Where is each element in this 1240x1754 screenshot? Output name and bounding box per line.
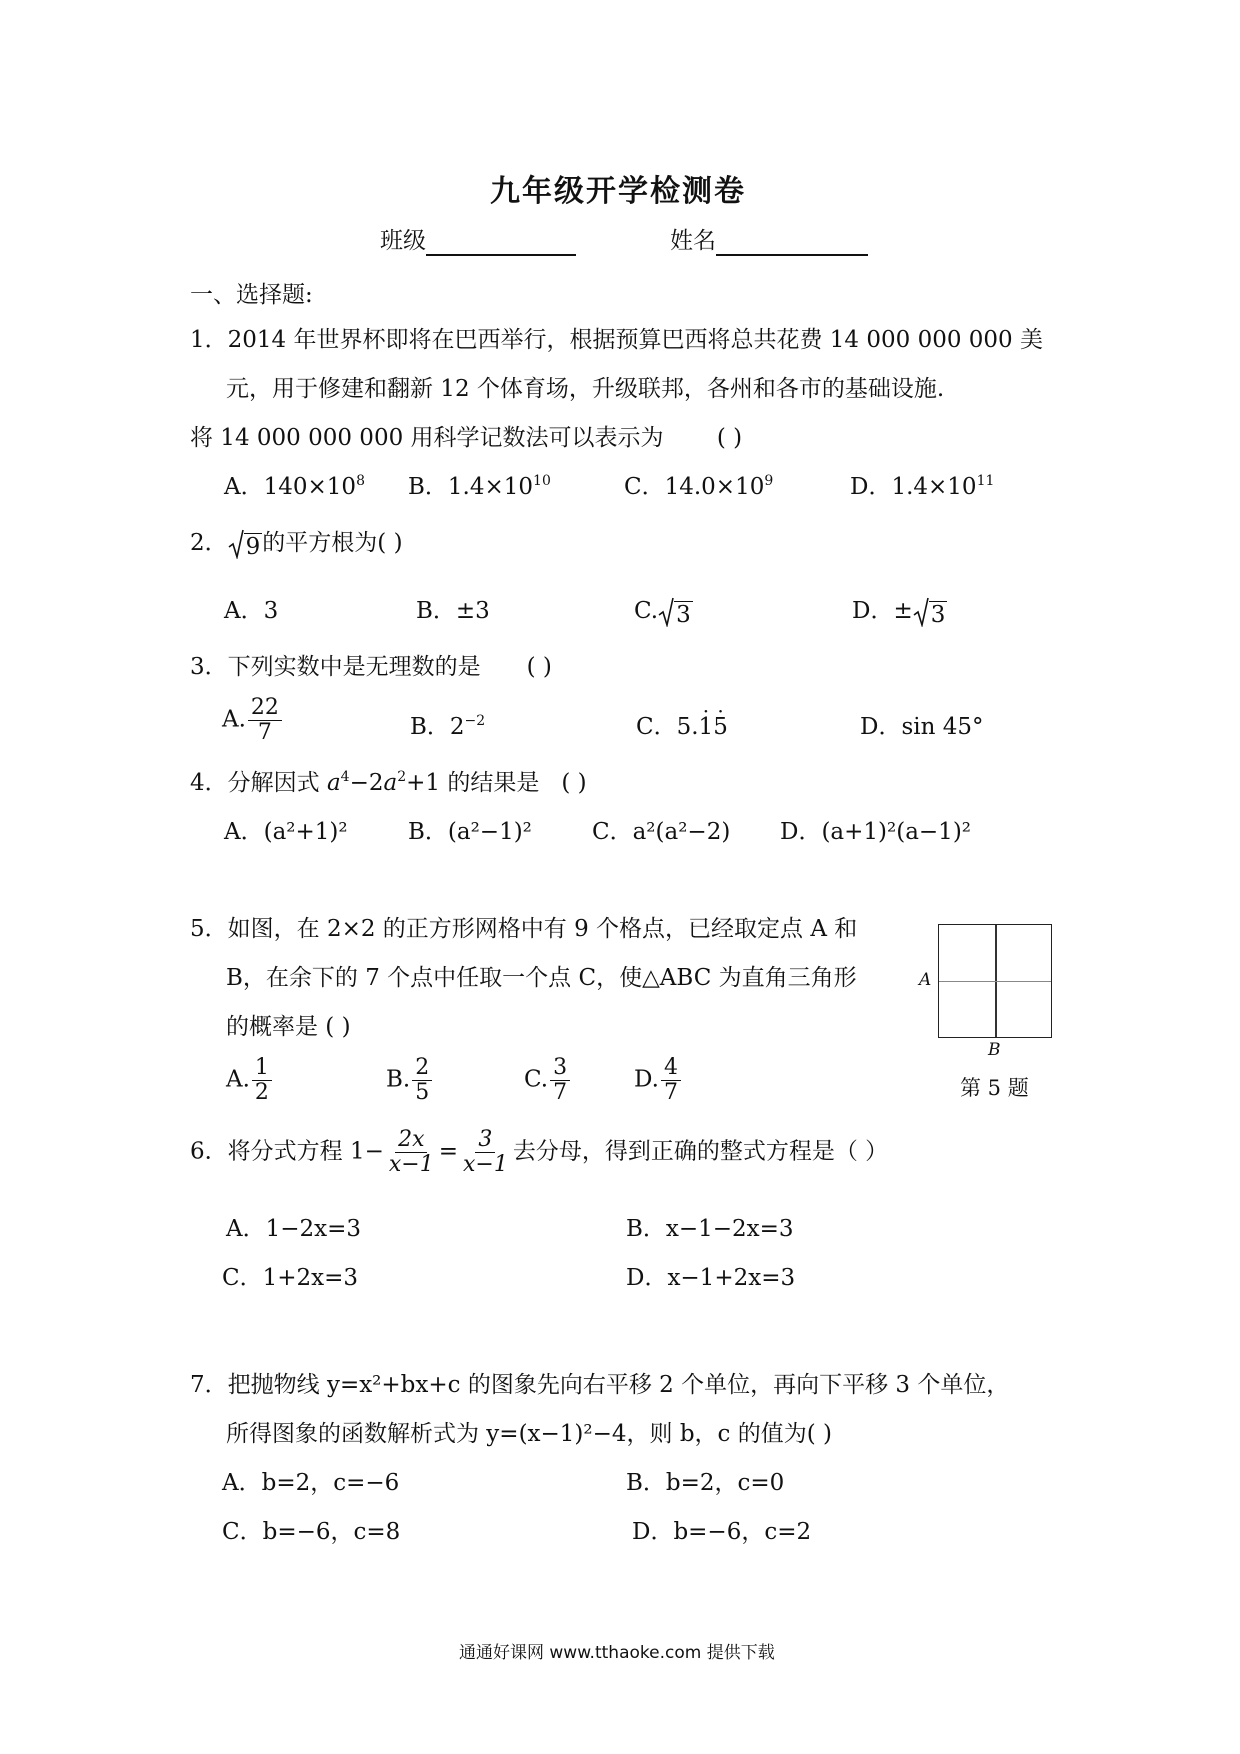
fraction: $\frac{22}{7}$ <box>248 696 282 745</box>
q2-option-b: B．±3 <box>416 598 490 624</box>
q7-line1: 7．把抛物线 y=x²+bx+c 的图象先向右平移 2 个单位，再向下平移 3 个单位， <box>190 1372 1010 1398</box>
answer-paren: ( ) <box>716 425 743 451</box>
q6-option-b: B．x−1−2x=3 <box>626 1216 794 1242</box>
name-label: 姓名 <box>670 228 716 254</box>
fraction: $\frac{3}{7}$ <box>550 1056 570 1105</box>
q5-line3: 的概率是 ( ) <box>226 1014 351 1040</box>
q7-option-d: D．b=−6，c=2 <box>632 1519 812 1545</box>
q1-option-d: D．$1.4\times 10^{11}$ <box>850 473 995 500</box>
q5-line1: 5．如图，在 2×2 的正方形网格中有 9 个格点，已经取定点 A 和 <box>190 916 858 942</box>
q6-option-a: A．1−2x=3 <box>226 1216 362 1242</box>
q6-option-c: C．1+2x=3 <box>222 1265 359 1291</box>
q1-option-b: B．$1.4\times 10^{10}$ <box>408 473 551 500</box>
q3-option-b: B．$2^{-2}$ <box>410 713 486 740</box>
q1-stem: 将 14 000 000 000 用科学记数法可以表示为 <box>190 425 664 451</box>
section-title: 一、选择题: <box>190 282 313 308</box>
q2-option-a: A．3 <box>224 598 279 624</box>
name-blank <box>716 228 868 256</box>
q4-option-b: B．(a²−1)² <box>408 819 532 845</box>
q6-stem: 6．将分式方程 1− $\frac{2x}{x-1}$ = $\frac{3}{x-1}$ 去分母，得到正确的整式方程是（ ） <box>190 1127 889 1177</box>
sqrt-symbol: 9 <box>228 529 263 559</box>
q4-stem: 4．分解因式 $a^4-2a^2+1$ 的结果是 ( ) <box>190 769 587 796</box>
repeating-digit: · 1 <box>699 712 714 742</box>
q3-option-c: C．5.· 1· 5 <box>636 712 728 742</box>
q1-line1: 1．2014 年世界杯即将在巴西举行，根据预算巴西将总共花费 14 000 000 000 美 <box>190 327 1043 353</box>
class-field <box>380 226 576 256</box>
name-field <box>670 226 868 256</box>
fraction: $\frac{1}{2}$ <box>252 1056 272 1105</box>
point-a-label: A <box>919 970 932 990</box>
q3-option-a: A. $\frac{22}{7}$ <box>222 696 284 745</box>
q5-option-d: D. $\frac{4}{7}$ <box>634 1056 683 1105</box>
q1-line2: 元，用于修建和翻新 12 个体育场，升级联邦，各州和各市的基础设施. <box>226 376 945 402</box>
answer-paren: ( ) <box>526 654 552 680</box>
q7-option-b: B．b=2，c=0 <box>626 1470 785 1496</box>
point-b-label: B <box>988 1040 1001 1060</box>
q5-option-b: B. $\frac{2}{5}$ <box>386 1056 434 1105</box>
q4-option-d: D．(a+1)²(a−1)² <box>780 819 972 845</box>
page-title: 九年级开学检测卷 <box>490 174 746 209</box>
sqrt-symbol: 3 <box>658 597 693 627</box>
q4-option-c: C．a²(a²−2) <box>592 819 731 845</box>
q3-option-d: D．sin 45° <box>860 714 984 740</box>
q1-line3 <box>190 423 742 453</box>
q2-option-d: D．± 3 <box>852 598 946 628</box>
figure-caption: 第 5 题 <box>960 1076 1029 1100</box>
q1-option-a: A．$140\times 10^8$ <box>224 473 365 500</box>
fraction: $\frac{3}{x-1}$ <box>462 1127 508 1177</box>
class-label: 班级 <box>380 228 426 254</box>
sqrt-symbol: 3 <box>913 597 948 627</box>
q1-option-c: C．$14.0\times 10^9$ <box>624 473 774 500</box>
repeating-digit: · 5 <box>713 712 728 742</box>
q2-option-c: C. 3 <box>634 598 691 628</box>
grid-horizontal-line <box>939 981 1051 982</box>
fraction: $\frac{4}{7}$ <box>661 1056 681 1105</box>
q6-option-d: D．x−1+2x=3 <box>626 1265 796 1291</box>
q7-option-a: A．b=2，c=−6 <box>222 1470 400 1496</box>
q4-option-a: A．(a²+1)² <box>224 819 348 845</box>
q7-option-c: C．b=−6，c=8 <box>222 1519 401 1545</box>
answer-paren: ( ) <box>561 770 587 796</box>
q2-stem: 2． 9 的平方根为( ) <box>190 530 403 560</box>
grid-figure <box>938 924 1052 1038</box>
q5-option-c: C. $\frac{3}{7}$ <box>524 1056 572 1105</box>
q5-line2: B，在余下的 7 个点中任取一个点 C，使△ABC 为直角三角形 <box>226 965 857 991</box>
q7-line2: 所得图象的函数解析式为 y=(x−1)²−4，则 b，c 的值为( ) <box>226 1421 833 1447</box>
class-blank <box>426 228 576 256</box>
q5-option-a: A. $\frac{1}{2}$ <box>226 1056 274 1105</box>
q3-stem: 3．下列实数中是无理数的是 ( ) <box>190 654 552 680</box>
fraction: $\frac{2x}{x-1}$ <box>388 1127 434 1177</box>
fraction: $\frac{2}{5}$ <box>412 1056 432 1105</box>
footer-text: 通通好课网 www.tthaoke.com 提供下载 <box>459 1643 775 1663</box>
